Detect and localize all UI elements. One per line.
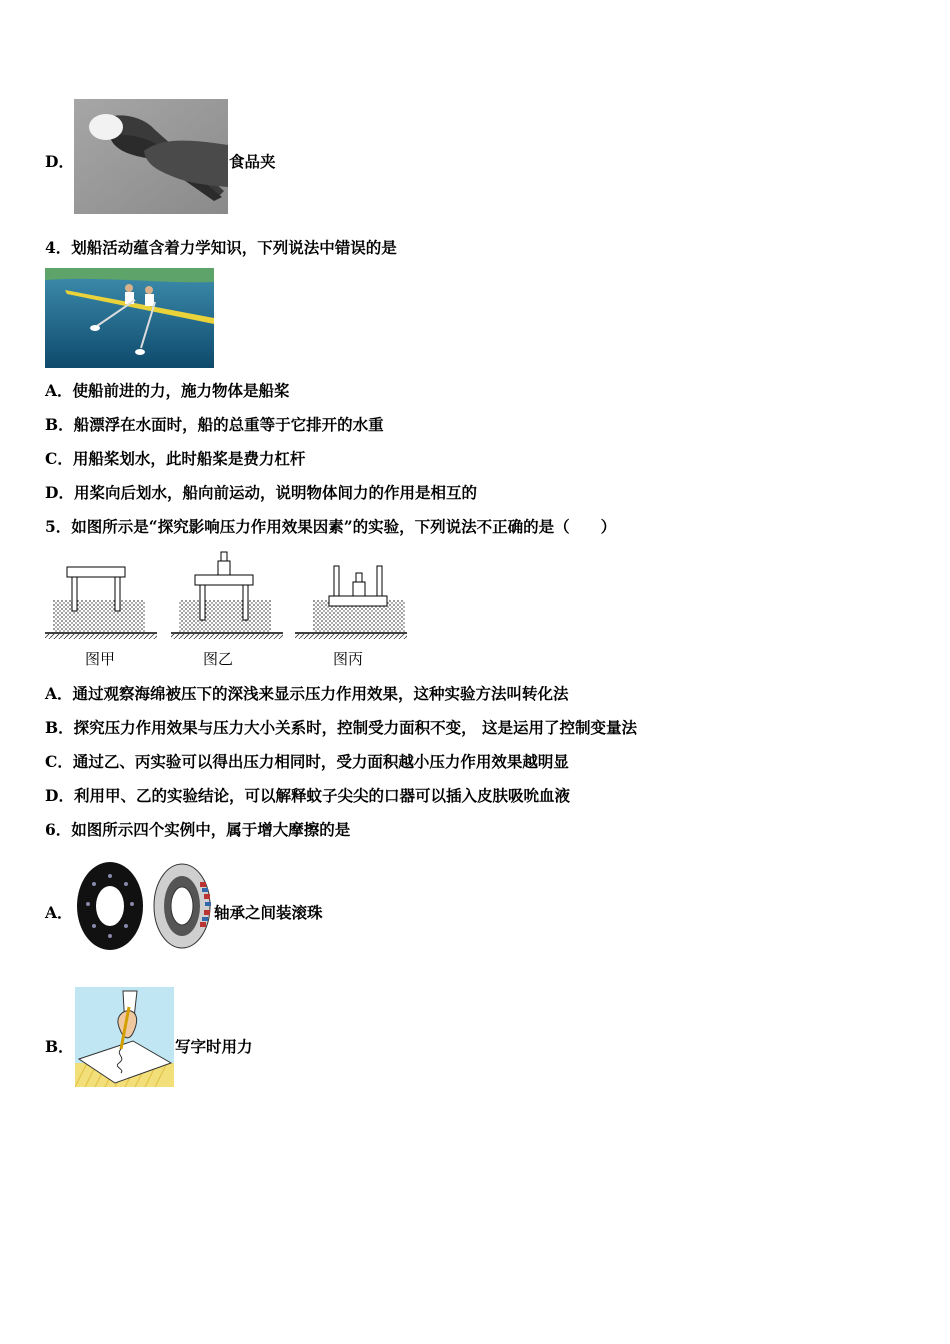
q6-option-b-letter: B． — [45, 1037, 74, 1056]
q5-option-b: B．探究压力作用效果与压力大小关系时，控制受力面积不变， 这是运用了控制变量法 — [45, 718, 637, 737]
q4-option-c: C．用船桨划水，此时船桨是费力杠杆 — [45, 449, 306, 468]
q4-option-a: A．使船前进的力，施力物体是船桨 — [45, 381, 290, 400]
q3-option-d-caption: 食品夹 — [229, 152, 276, 171]
q6-option-a-caption: 轴承之间装滚珠 — [214, 903, 323, 922]
q4-option-d: D．用桨向后划水，船向前运动，说明物体间力的作用是相互的 — [45, 483, 477, 502]
rowing-boat-image — [45, 268, 214, 368]
q4-option-b: B．船漂浮在水面时，船的总重等于它排开的水重 — [45, 415, 384, 434]
q5-stem: 5．如图所示是“探究影响压力作用效果因素”的实验，下列说法不正确的是（ ） — [45, 517, 617, 536]
fig-label-bing: 图丙 — [333, 650, 364, 668]
q4-stem: 4．划船活动蕴含着力学知识，下列说法中错误的是 — [45, 238, 397, 257]
food-clip-image — [74, 99, 228, 214]
bearing-image — [74, 860, 214, 952]
q6-option-a-letter: A． — [45, 903, 73, 922]
pressure-experiment-figure — [45, 548, 411, 672]
fig-label-jia: 图甲 — [85, 650, 116, 668]
fig-label-yi: 图乙 — [203, 650, 234, 668]
q5-option-a: A．通过观察海绵被压下的深浅来显示压力作用效果，这种实验方法叫转化法 — [45, 684, 569, 703]
q6-option-b-caption: 写字时用力 — [175, 1037, 253, 1056]
q5-option-c: C．通过乙、丙实验可以得出压力相同时，受力面积越小压力作用效果越明显 — [45, 752, 569, 771]
q5-option-d: D．利用甲、乙的实验结论，可以解释蚊子尖尖的口器可以插入皮肤吸吮血液 — [45, 786, 570, 805]
q6-stem: 6．如图所示四个实例中，属于增大摩擦的是 — [45, 820, 351, 839]
q3-option-d-letter: D． — [45, 152, 74, 171]
writing-hand-image — [75, 987, 174, 1087]
